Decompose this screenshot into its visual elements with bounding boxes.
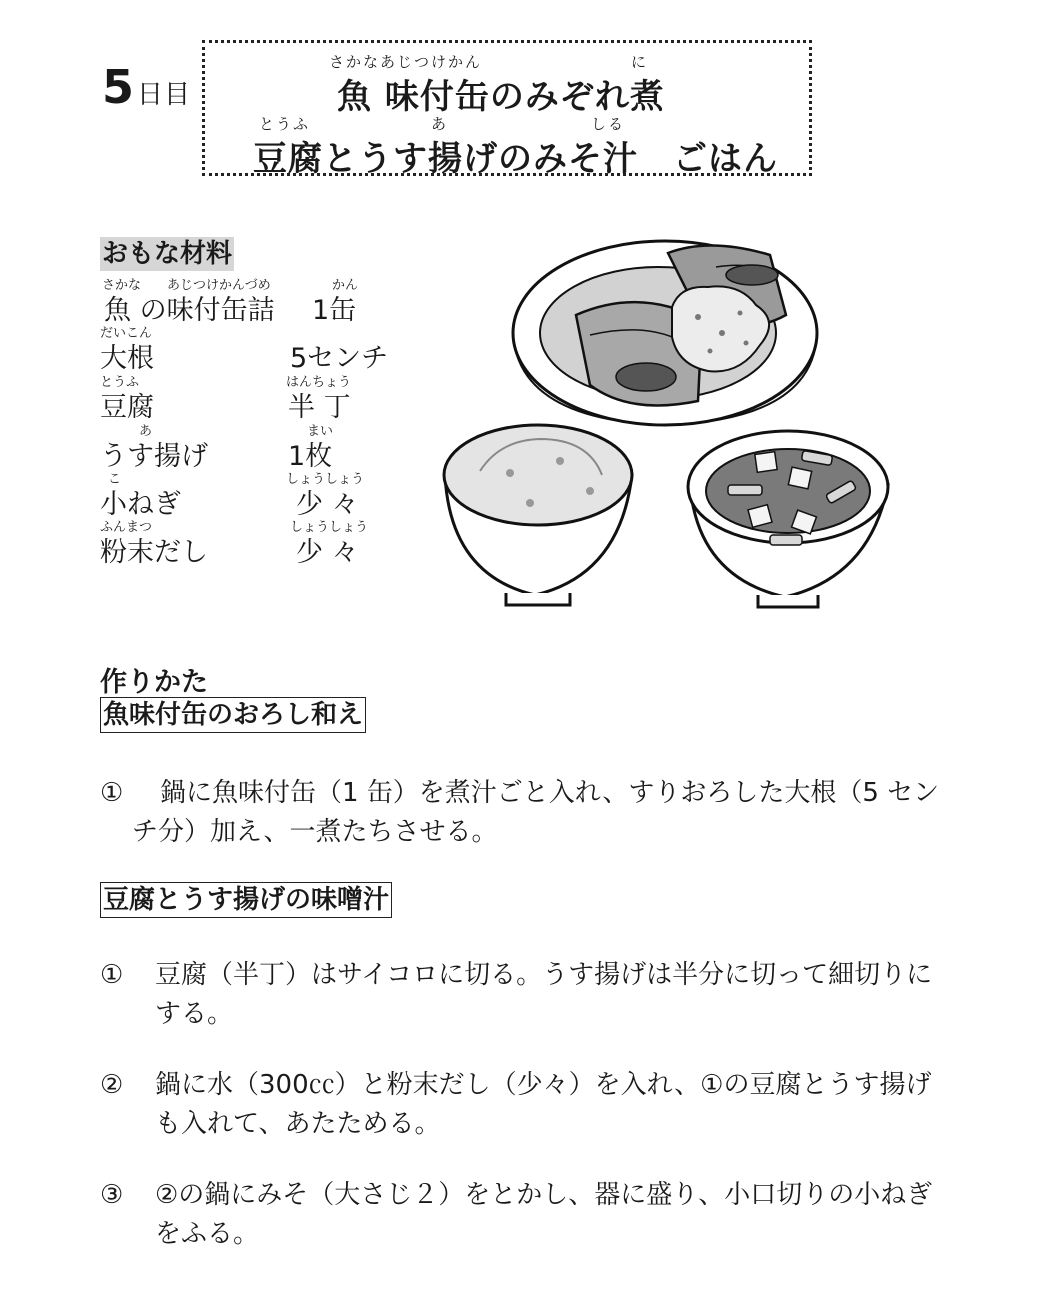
ingredient-qty: 半 丁 — [288, 392, 351, 423]
title-line1-ruby: さかなあじつけかん — [329, 53, 483, 71]
ingredient-furigana: あ — [100, 424, 153, 439]
step-text: 鍋に魚味付缶（1 缶）を煮汁ごと入れ、すりおろした大根（5 センチ分）加え、一煮たちさせる。 — [132, 778, 940, 847]
ingredient-qty-furigana: かん — [332, 278, 359, 293]
ingredient-name: 小ねぎ — [100, 489, 181, 520]
step-number: ③ — [100, 1180, 124, 1210]
day-label — [102, 60, 191, 114]
step-number: ① — [100, 960, 124, 990]
ingredient-qty: 少 々 — [296, 489, 359, 520]
ingredient-row — [100, 468, 420, 518]
ingredient-qty: 1枚 — [288, 441, 333, 472]
ingredient-name: 粉末だし — [100, 537, 208, 568]
ingredients-heading: おもな材料 — [102, 239, 233, 269]
ingredient-qty-furigana: しょうしょう — [286, 472, 365, 487]
title-line2-ruby-a: あ — [431, 115, 449, 133]
step-number: ① — [100, 778, 124, 808]
ingredient-furigana: ふんまつ — [100, 520, 153, 535]
ingredient-qty-furigana: しょうしょう — [290, 520, 369, 535]
title-line2: 豆腐とうす揚げのみそ汁 ごはん — [253, 139, 778, 179]
ingredient-qty: 1缶 — [312, 295, 357, 326]
ingredient-furigana: さかな あじつけかんづめ — [102, 278, 271, 293]
method-heading: 作りかた — [100, 667, 208, 698]
ingredient-qty: 5センチ — [290, 343, 389, 374]
ingredient-row — [100, 274, 420, 324]
ingredient-furigana: とうふ — [100, 375, 140, 390]
ingredient-name: 豆腐 — [100, 392, 154, 423]
ingredient-name: 魚 の味付缶詰 — [104, 295, 275, 326]
menu-title-box — [202, 40, 812, 179]
step-text: 豆腐（半丁）はサイコロに切る。うす揚げは半分に切って細切りにする。 — [155, 960, 933, 1029]
title-line1: 魚 味付缶のみぞれ煮 — [337, 77, 665, 117]
section1-step-1 — [100, 774, 950, 854]
ingredient-row — [100, 322, 420, 372]
ingredient-qty-furigana: はんちょう — [286, 375, 352, 390]
day-number: 5 — [102, 60, 136, 114]
section2-step-1 — [100, 956, 950, 1036]
step-text: ②の鍋にみそ（大さじ２）をとかし、器に盛り、小口切りの小ねぎをふる。 — [155, 1180, 933, 1249]
ingredient-row — [100, 420, 420, 470]
ingredient-name: 大根 — [100, 343, 154, 374]
ingredient-name: うす揚げ — [100, 441, 208, 472]
ingredient-furigana: こ — [108, 472, 122, 487]
section2-step-2 — [100, 1066, 950, 1146]
miso-soup-bowl — [688, 431, 888, 607]
section2-title: 豆腐とうす揚げの味噌汁 — [100, 882, 392, 918]
meal-illustration — [440, 225, 890, 625]
ingredient-qty: 少 々 — [296, 537, 359, 568]
ingredient-furigana: だいこん — [100, 326, 153, 341]
ingredient-qty-furigana: まい — [307, 424, 334, 439]
section1-title: 魚味付缶のおろし和え — [100, 697, 366, 733]
title-line2-ruby-shiru: しる — [591, 115, 626, 133]
day-unit: 日目 — [137, 80, 192, 110]
section2-step-3 — [100, 1176, 950, 1256]
ingredient-row — [100, 516, 420, 566]
title-line1-ruby-ni: に — [631, 53, 649, 71]
title-line2-ruby: とうふ — [259, 115, 311, 133]
step-text: 鍋に水（300㏄）と粉末だし（少々）を入れ、①の豆腐とうす揚げも入れて、あたためる。 — [155, 1070, 932, 1139]
fish-plate — [513, 241, 817, 425]
rice-bowl — [444, 425, 632, 605]
step-number: ② — [100, 1070, 124, 1100]
ingredient-row — [100, 371, 420, 421]
